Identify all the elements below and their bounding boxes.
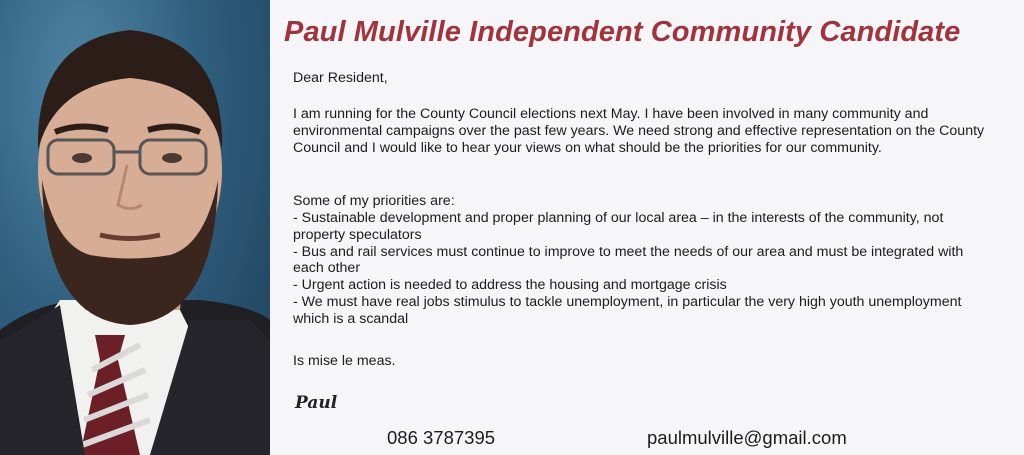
- priority-item: - Urgent action is needed to address the housing and mortgage crisis: [293, 277, 727, 294]
- phone-number: 086 3787395: [387, 427, 496, 448]
- email-address: paulmulville@gmail.com: [647, 427, 847, 448]
- priority-item: - Sustainable development and proper planning of our local area – in the interests of the community, not property speculators: [293, 210, 944, 243]
- letter-panel: [270, 0, 1024, 455]
- candidate-title: Paul Mulville Independent Community Candidate: [284, 16, 961, 48]
- candidate-photo: [0, 0, 270, 455]
- priority-item: - Bus and rail services must continue to improve to meet the needs of our area and must be integrated with each other: [293, 243, 964, 277]
- signature: Paul: [295, 393, 338, 413]
- portrait-illustration: [0, 0, 270, 455]
- priority-item: - We must have real jobs stimulus to tackle unemployment, in particular the very high youth unemployment which is a scandal: [293, 293, 962, 327]
- closing-line: Is mise le meas.: [293, 353, 396, 369]
- salutation: Dear Resident,: [293, 70, 388, 86]
- priorities-list: [293, 210, 993, 328]
- priorities-intro: Some of my priorities are:: [293, 193, 455, 209]
- intro-paragraph: I am running for the County Council elections next May. I have been involved in many community and environmental campaigns over the past few years. We need strong and effective representation on the County Council and I would like to hear your views on what should be the priorities for our community.: [293, 106, 985, 156]
